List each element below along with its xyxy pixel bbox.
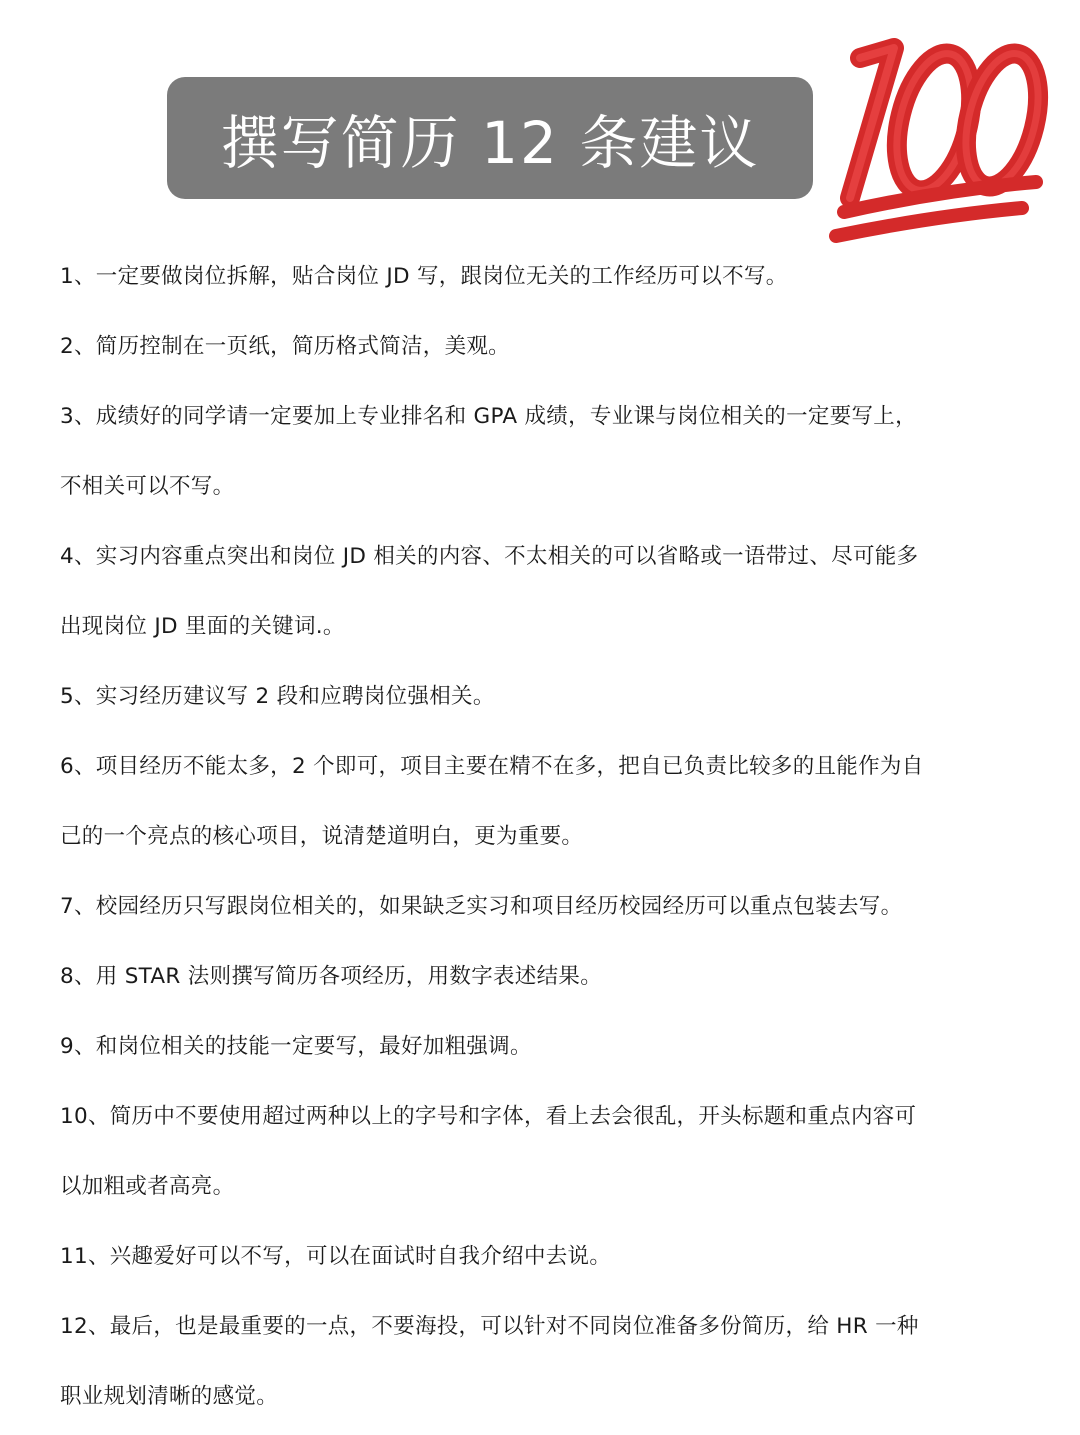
tip-text: 12、最后，也是最重要的一点，不要海投，可以针对不同岗位准备多份简历，给 HR 一种 [60,1314,919,1339]
tip-item [60,1292,1000,1432]
tip-text: 出现岗位 JD 里面的关键词.。 [60,614,345,639]
tip-item [60,312,1000,382]
tip-text: 7、校园经历只写跟岗位相关的，如果缺乏实习和项目经历校园经历可以重点包装去写。 [60,894,903,919]
tip-text: 8、用 STAR 法则撰写简历各项经历，用数字表述结果。 [60,964,603,989]
tip-text: 9、和岗位相关的技能一定要写，最好加粗强调。 [60,1034,532,1059]
tip-item [60,522,1000,662]
tip-text: 5、实习经历建议写 2 段和应聘岗位强相关。 [60,684,495,709]
hundred-points-icon [822,30,1052,250]
tip-text: 不相关可以不写。 [60,474,235,499]
tip-text: 职业规划清晰的感觉。 [60,1384,279,1409]
tip-text: 2、简历控制在一页纸，简历格式简洁，美观。 [60,334,510,359]
tips-list [60,242,1000,1432]
tip-item [60,872,1000,942]
tip-item [60,242,1000,312]
tip-item [60,1082,1000,1222]
tip-text: 10、简历中不要使用超过两种以上的字号和字体，看上去会很乱，开头标题和重点内容可 [60,1104,917,1129]
tip-text: 4、实习内容重点突出和岗位 JD 相关的内容、不太相关的可以省略或一语带过、尽可能多 [60,544,919,569]
tip-item [60,942,1000,1012]
tip-item [60,662,1000,732]
tip-text: 11、兴趣爱好可以不写，可以在面试时自我介绍中去说。 [60,1244,612,1269]
tip-item [60,732,1000,872]
title-banner [167,77,813,199]
tip-item [60,382,1000,522]
tip-text: 6、项目经历不能太多，2 个即可，项目主要在精不在多，把自已负责比较多的且能作为自 [60,754,924,779]
tip-text: 3、成绩好的同学请一定要加上专业排名和 GPA 成绩，专业课与岗位相关的一定要写上， [60,404,917,429]
page-title: 撰写简历 12 条建议 [220,109,760,177]
tip-text: 1、一定要做岗位拆解，贴合岗位 JD 写，跟岗位无关的工作经历可以不写。 [60,264,788,289]
tip-item [60,1012,1000,1082]
tip-text: 己的一个亮点的核心项目，说清楚道明白，更为重要。 [60,824,584,849]
tip-item [60,1222,1000,1292]
tip-text: 以加粗或者高亮。 [60,1174,235,1199]
